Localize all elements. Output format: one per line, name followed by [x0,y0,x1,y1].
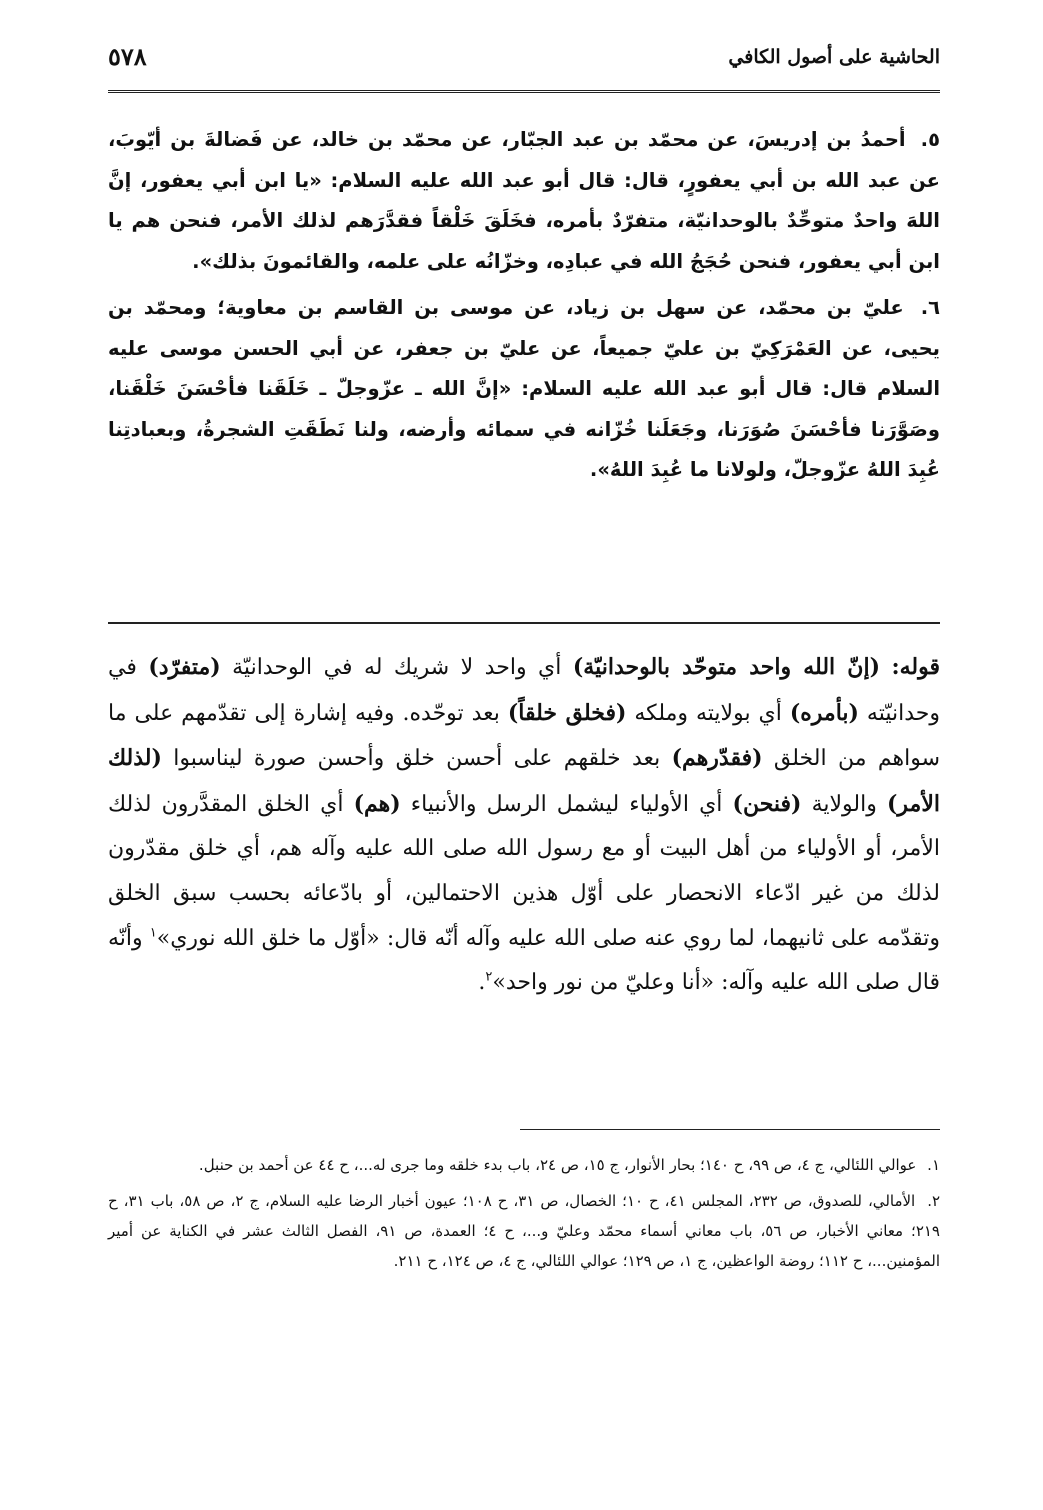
commentary-lemma: (فنحن) [732,790,802,817]
commentary-text: والولاية [811,791,877,817]
hadith-number: ٦. [920,296,941,319]
commentary-lemma: (إنّ الله واحد متوحّد بالوحدانيّة) [572,654,880,680]
commentary-divider [108,622,940,624]
commentary-end: . [478,970,486,996]
commentary-text: أي واحد لا شريك له في الوحدانيّة [232,655,562,680]
header-divider [108,90,940,93]
footnote-divider [520,1129,940,1130]
commentary-lemma: (فخلق خلقاً) [507,699,627,726]
commentary-text: بعد توحّده. وفيه إشارة إلى تقدّمهم على ما سواهم من الخلق [108,700,941,772]
hadith-6 [108,288,940,491]
footnote-text: عوالي اللئالي، ج ٤، ص ٩٩، ح ١٤٠؛ بحار الأنوار، ج ١٥، ص ٢٤، باب بدء خلقه وما جرى له...، ح ٤٤ عن أحمد بن حنبل. [198,1156,917,1174]
hadith-section [108,120,940,497]
commentary-text: أي الخلق المقدَّرون لذلك الأمر، أو الأولياء من أهل البيت أو مع رسول الله صلى الله عليه وآله هم، أي خلق مقدّرون لذلك من غير ادّعاء الانحصار على أوّل هذين الاحتمالين، أو بادّعائه بحسب سبق الخلق وتقدّمه على ثانيهما، لما روي عنه صلى الله عليه وآله أنّه قال: «أوّل ما خلق الله نوري» [108,791,940,951]
commentary-lead: قوله: [891,654,940,680]
footnote-number: ١. [927,1156,940,1174]
commentary-lemma: (لذلك الأمر) [108,745,940,817]
commentary-text: أي بولايته وملكه [634,700,782,726]
page-number: ٥٧٨ [108,42,147,71]
hadith-number: ٥. [920,128,940,151]
footnote-text: الأمالي، للصدوق، ص ٢٣٢، المجلس ٤١، ح ١٠؛ الخصال، ص ٣١، ح ١٠٨؛ عيون أخبار الرضا عليه السلام، ج ٢، ص ٥٨، باب ٣١، ح ٢١٩؛ معاني الأخبار، ص ٥٦، باب معاني أسماء محمّد وعليّ و...، ح ٤؛ العمدة، ص ٩١، الفصل الثالث عشر في الكناية عن أمير المؤمنين...، ح ١١٢؛ روضة الواعظين، ج ١، ص ١٢٩؛ عوالي اللئالي، ج ٤، ص ١٢٤، ح ٢١١. [108,1192,940,1270]
hadith-text: أحمدُ بن إدريسَ، عن محمّد بن عبد الجبّار، عن محمّد بن خالد، عن فَضالةَ بن أيّوبَ، عن عبد الله بن أبي يعفورٍ، قال: قال أبو عبد الله عليه السلام: «يا ابن أبي يعفور، إنَّ اللهَ واحدٌ متوحِّدٌ بالوحدانيّة، متفرّدٌ بأمره، فخَلَقَ خَلْقاً فقدَّرَهم لذلك الأمر، فنحن هم يا ابن أبي يعفور، فنحن حُجَجُ الله في عبادِه، وخزّانُه على علمه، والقائمونَ بذلك». [108,128,940,273]
footnote-number: ٢. [927,1192,941,1210]
commentary-text: أي الأولياء ليشمل الرسل والأنبياء [410,791,723,817]
commentary-lemma: (فقدّرهم) [671,745,763,772]
commentary-lemma: (متفرّد) [148,654,221,680]
commentary-text: بعد خلقهم على أحسن خلق وأحسن صورة ليناسبوا [173,746,661,772]
commentary-lemma: (هم) [353,790,401,817]
running-header [108,40,940,88]
commentary-paragraph [108,645,940,1006]
footnote-item [108,1150,940,1180]
footnote-item [108,1186,940,1276]
hadith-text: عليّ بن محمّد، عن سهل بن زياد، عن موسى بن القاسم بن معاوية؛ ومحمّد بن يحيى، عن العَمْرَكِيّ بن عليّ جميعاً، عن عليّ بن جعفر، عن أبي الحسن موسى عليه السلام قال: قال أبو عبد الله عليه السلام: «إنَّ الله ـ عزّوجلّ ـ خَلَقَنا فأحْسَنَ خَلْقَنا، وصَوَّرَنا فأحْسَنَ صُوَرَنا، وجَعَلَنا خُزّانه في سمائه وأرضه، ولنا نَطَقَتِ الشجرةُ، وبعبادتِنا عُبِدَ اللهُ عزّوجلّ، ولولانا ما عُبِدَ اللهُ». [108,296,940,481]
hadith-5 [108,120,940,282]
footnote-ref[interactable]: ١ [149,925,157,941]
commentary-lemma: (بأمره) [789,699,859,726]
footnotes-list [108,1150,940,1282]
footnote-ref[interactable]: ٢ [485,969,493,985]
commentary-text: في وحدانيّته [108,655,940,726]
running-header-title: الحاشية على أصول الكافي [728,46,940,68]
commentary-text: وأنّه قال صلى الله عليه وآله: «أنا وعليّ من نور واحد» [108,925,940,996]
